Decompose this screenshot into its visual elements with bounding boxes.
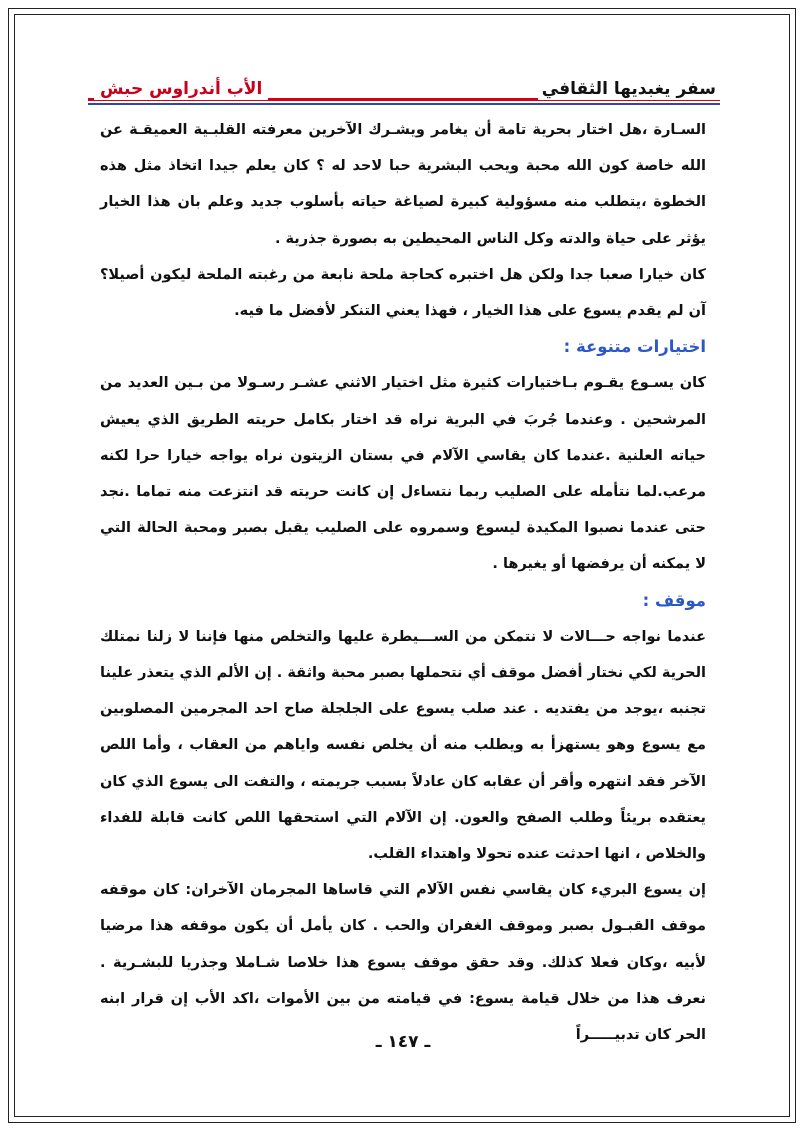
- body-text: [100, 112, 706, 1053]
- paragraph: السـارة ،هل اختار بحرية تامة أن يغامر ويشـرك الآخرين معرفته القلبـية العميقـة عن الله خاصة كون الله محبة ويحب البشرية حبا لاحد له ؟ كان يعلم جيدا اتخاذ مثل هذه الخطوة ،يتطلب منه مسؤولية كبيرة لصياغة حياته بأسلوب جديد وعلم بان هذا الخيار يؤثر على حياة والدته وكل الناس المحيطين به بصورة جذرية .: [100, 122, 706, 247]
- paragraph: كان خيارا صعبا جدا ولكن هل اختبره كحاجة ملحة نابعة من رغبته الملحة ليكون أصيلا؟ آن لم يقدم يسوع على هذا الخيار ، فهذا يعني التنكر لأفضل ما فيه.: [100, 266, 706, 320]
- section-heading: اختيارات متنوعة :: [563, 337, 706, 357]
- paragraph: إن يسوع البريء كان يقاسي نفس الآلام التي قاساها المجرمان الآخران: كان موقفه موقف القبـول بصبر وموقف الغفران والحب . كان يأمل أن يكون موقفه هذا مرضيا لأبيه ،وكان فعلا كذلك. وقد حقق موقف يسوع هذا خلاصا شـاملا وجذريا للبشـرية . نعرف هذا من خلال قيامة يسوع: في قيامته من بين الأموات ،اكد الأب إن قرار ابنه الحر كان تدبيـــــراً: [100, 882, 706, 1044]
- header-rule-blue: [88, 103, 720, 105]
- paragraph: كان يسـوع يقـوم بـاختيارات كثيرة مثل اختيار الاثني عشـر رسـولا من بـين العديد من المرشحين . وعندما جُربَ في البرية نراه قد اختار بكامل حريته الطريق الذي يعيش حياته العلنية .عندما كان يقاسي الآلام في بستان الزيتون نراه يواجه خيارا حرا لكنه مرعب.لما نتأمله على الصليب ربما نتساءل إن كانت حريته قد انتزعت منه تماما .نجد حتى عندما نصبوا المكيدة ليسوع وسمروه على الصليب يقبل بصبر ومحبة الحالة التي لا يمكنه أن يرفضها أو يغيرها .: [100, 375, 706, 573]
- paragraph: عندما نواجه حـــالات لا نتمكن من الســـيطرة عليها والتخلص منها فإننا لا زلنا نمتلك الحرية لكي نختار أفضل موقف أي نتحملها بصبر محبة واثقة . إن الألم الذي يتعذر علينا تجنبه ،يوجد من يفتديه . عند صلب يسوع على الجلجلة صاح احد المجرمين المصلوبين مع يسوع وهو يستهزأ به ويطلب منه أن يخلص نفسه واياهم من العقاب ، وأما اللص الآخر فقد انتهره وأقر أن عقابه كان عادلاً بسبب جريمته ، والتفت الى يسوع الذي كان يعتقده بريئاً وطلب الصفح والعون. إن الآلام التي استحقها اللص كانت قابلة للفداء والخلاص ، انها احدثت عنده تحولا واهتداء القلب.: [100, 628, 706, 863]
- book-title: سفر يغبديها الثقافي: [538, 78, 720, 100]
- author-name: الأب أندراوس حبش: [94, 78, 268, 100]
- section-heading: موقف :: [642, 590, 706, 610]
- page-number: ـ ١٤٧ ـ: [375, 1032, 431, 1052]
- running-header: [88, 79, 720, 106]
